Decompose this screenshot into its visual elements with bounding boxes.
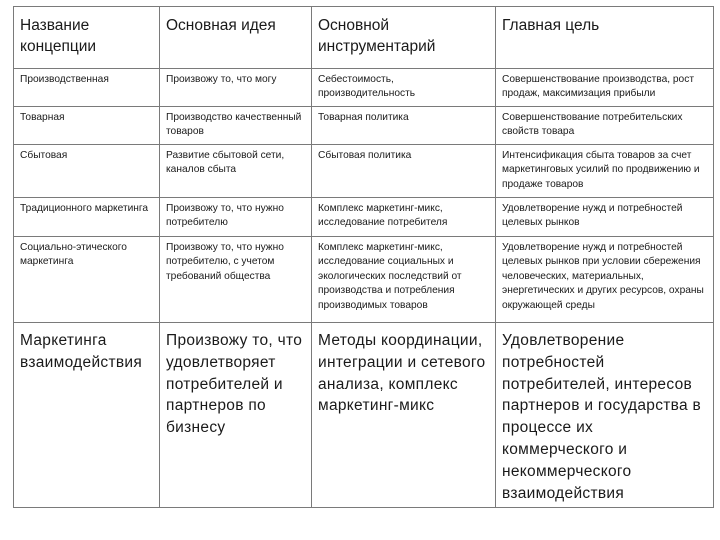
cell-idea: Произвожу то, что нужно потребителю, с учетом требований общества [160, 237, 312, 323]
cell-concept: Товарная [14, 107, 160, 145]
cell-tools: Товарная политика [312, 107, 496, 145]
cell-idea: Произвожу то, что нужно потребителю [160, 198, 312, 237]
cell-concept: Традиционного маркетинга [14, 198, 160, 237]
cell-idea: Произвожу то, что удовлетворяет потребителей и партнеров по бизнесу [160, 323, 312, 508]
header-main-idea: Основная идея [160, 7, 312, 69]
header-main-goal: Главная цель [496, 7, 714, 69]
table-row [14, 198, 714, 237]
cell-concept: Сбытовая [14, 145, 160, 198]
cell-tools: Сбытовая политика [312, 145, 496, 198]
header-main-tools: Основной инструментарий [312, 7, 496, 69]
table-row [14, 69, 714, 107]
cell-idea: Производство качественный товаров [160, 107, 312, 145]
cell-goal: Совершенствование производства, рост продаж, максимизация прибыли [496, 69, 714, 107]
cell-goal: Совершенствование потребительских свойств товара [496, 107, 714, 145]
table-header-row [14, 7, 714, 69]
cell-goal: Удовлетворение потребностей потребителей, интересов партнеров и государства в процессе их коммерческого и некоммерческого взаимодействия [496, 323, 714, 508]
cell-tools: Комплекс маркетинг-микс, исследование социальных и экологических последствий от производства и потребления производимых товаров [312, 237, 496, 323]
marketing-concepts-table [13, 6, 714, 508]
cell-concept: Маркетинга взаимодействия [14, 323, 160, 508]
cell-tools: Комплекс маркетинг-микс, исследование потребителя [312, 198, 496, 237]
cell-idea: Произвожу то, что могу [160, 69, 312, 107]
cell-goal: Удовлетворение нужд и потребностей целевых рынков [496, 198, 714, 237]
table-row [14, 107, 714, 145]
cell-goal: Удовлетворение нужд и потребностей целевых рынков при условии сбережения человеческих, материальных, энергетических и других ресурсов, охраны окружающей среды [496, 237, 714, 323]
cell-idea: Развитие сбытовой сети, каналов сбыта [160, 145, 312, 198]
cell-concept: Социально-этического маркетинга [14, 237, 160, 323]
cell-concept: Производственная [14, 69, 160, 107]
cell-tools: Методы координации, интеграции и сетевого анализа, комплекс маркетинг-микс [312, 323, 496, 508]
table-row [14, 323, 714, 508]
header-concept-name: Название концепции [14, 7, 160, 69]
table-row [14, 237, 714, 323]
cell-tools: Себестоимость, производительность [312, 69, 496, 107]
table-row [14, 145, 714, 198]
cell-goal: Интенсификация сбыта товаров за счет маркетинговых усилий по продвижению и продаже товаров [496, 145, 714, 198]
